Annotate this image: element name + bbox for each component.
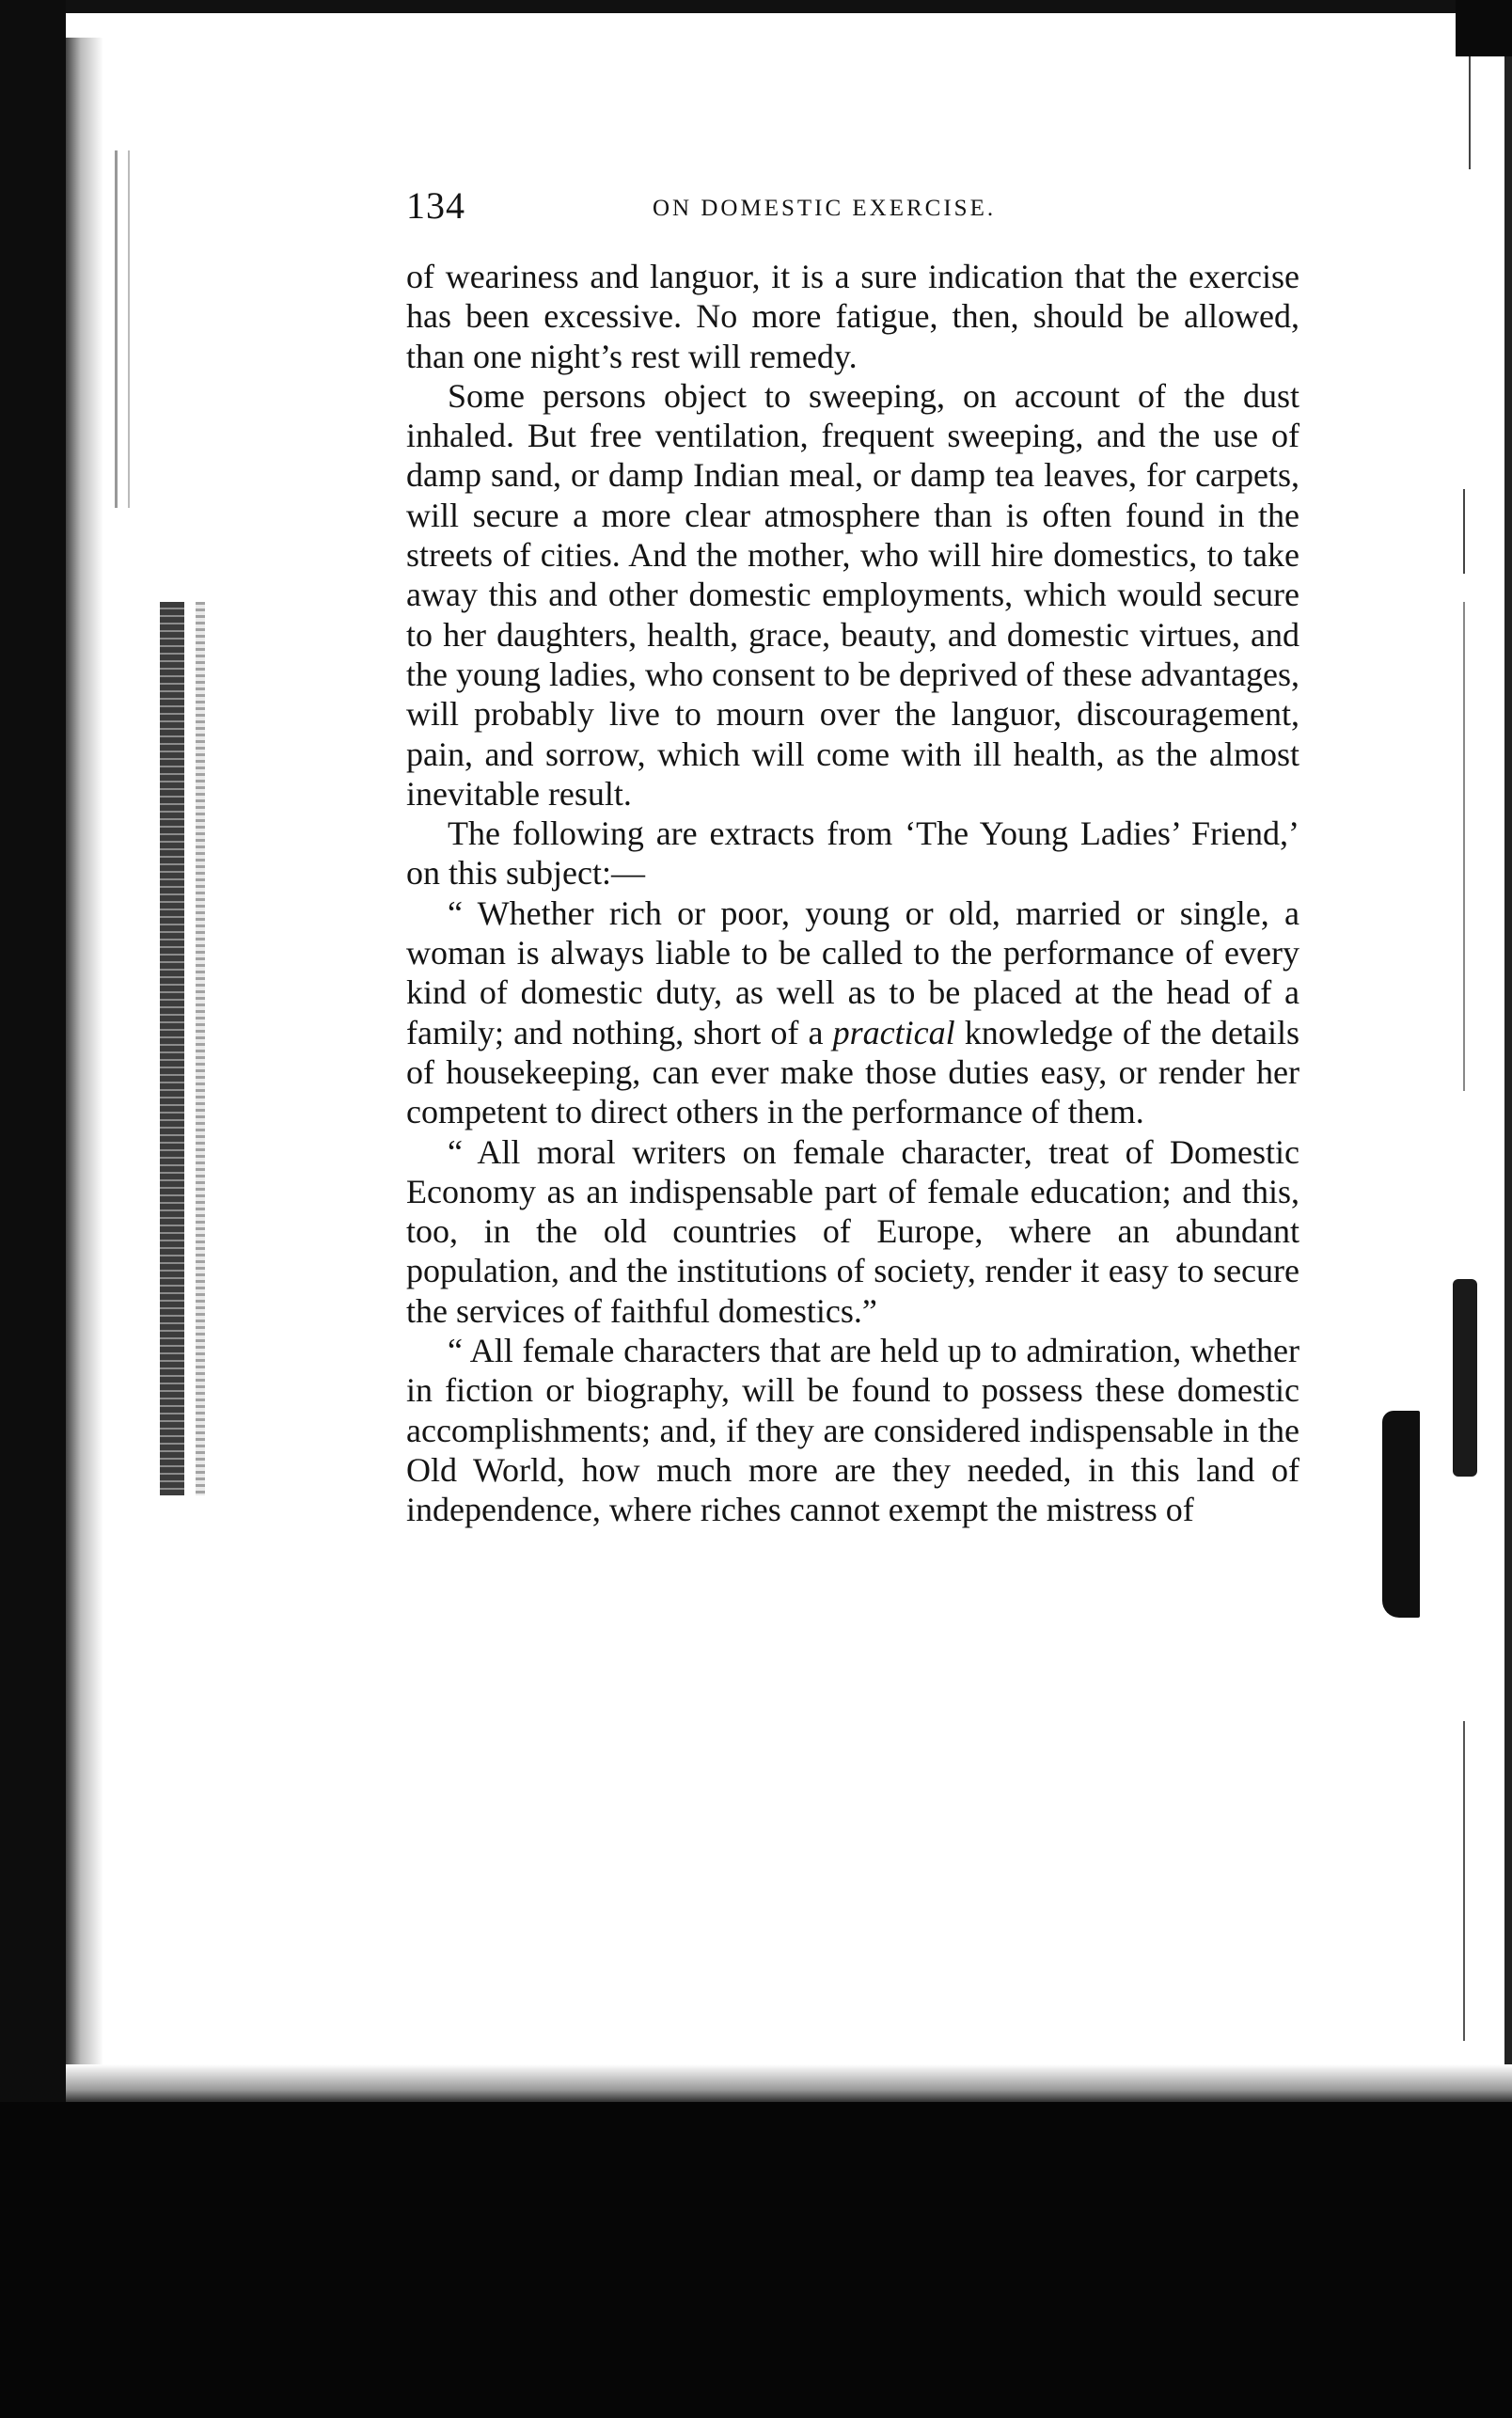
quote-1-text-before: “ Whether rich or poor, young or old, married or single, a woman is always liable to be called to the performance of every kind of domestic duty, as well as to be placed at the head of a family; and nothing, short of a (406, 893, 1299, 1051)
margin-rule-right-3 (1463, 1721, 1465, 2041)
scan-border-right (1504, 56, 1512, 2107)
margin-rule-left-1 (115, 150, 118, 508)
margin-rule-right-1 (1463, 489, 1465, 574)
scan-border-top (0, 0, 1512, 13)
quote-1-emphasis: practical (832, 1013, 955, 1051)
quote-paragraph-1 (406, 893, 1299, 1132)
scan-border-bottom (0, 2102, 1512, 2418)
margin-rule-top-right (1469, 56, 1471, 169)
scan-shadow-left (66, 38, 103, 2078)
ink-bleed-left-thin (196, 602, 205, 1495)
quote-paragraph-3: “ All female characters that are held up to admiration, whether in fiction or biography, will be found to possess these domestic accomplishments; and, if they are considered indispensable in the Old World, how much more are they needed, in this land of independence, where riches cannot exempt the mistress of (406, 1332, 1299, 1529)
paragraph-extracts-intro: The following are extracts from ‘The Young Ladies’ Friend,’ on this subject:— (406, 814, 1299, 893)
page-header (406, 183, 1299, 240)
scan-border-left (0, 0, 66, 2418)
ink-bleed-left (160, 602, 184, 1495)
margin-rule-left-2 (128, 150, 130, 508)
paragraph-continuation: of weariness and languor, it is a sure indication that the exercise has been excessive. No more fatigue, then, should be allowed, than one night’s rest will remedy. (406, 258, 1299, 375)
running-head: ON DOMESTIC EXERCISE. (653, 196, 997, 221)
quote-paragraph-2: “ All moral writers on female character, treat of Domestic Economy as an indispensable part of female education; and this, too, in the old countries of Europe, where an abundant population, and the institutions of society, render it easy to secure the services of faithful domestics.” (406, 1132, 1299, 1330)
ink-bleed-right-edge (1453, 1279, 1477, 1477)
ink-bleed-right (1382, 1411, 1420, 1618)
scan-corner-top-right (1456, 0, 1512, 56)
page-content (406, 183, 1299, 1530)
body-text (406, 257, 1299, 1530)
scan-shadow-bottom (66, 2064, 1512, 2107)
page-number: 134 (406, 184, 465, 227)
margin-rule-right-2 (1463, 602, 1465, 1091)
quote-1-text-after: knowledge of the details of housekeeping, can ever make those duties easy, or render her competent to direct others in the performance of them. (406, 1013, 1299, 1131)
paragraph-sweeping: Some persons object to sweeping, on account of the dust inhaled. But free ventilation, frequent sweeping, and the use of damp sand, or damp Indian meal, or damp tea leaves, for carpets, will secure a more clear atmosphere than is often found in the streets of cities. And the mother, who will hire domestics, to take away this and other domestic employments, which would secure to her daughters, health, grace, beauty, and domestic virtues, and the young ladies, who consent to be deprived of these advantages, will probably live to mourn over the languor, discouragement, pain, and sorrow, which will come with ill health, as the almost inevitable result. (406, 376, 1299, 813)
